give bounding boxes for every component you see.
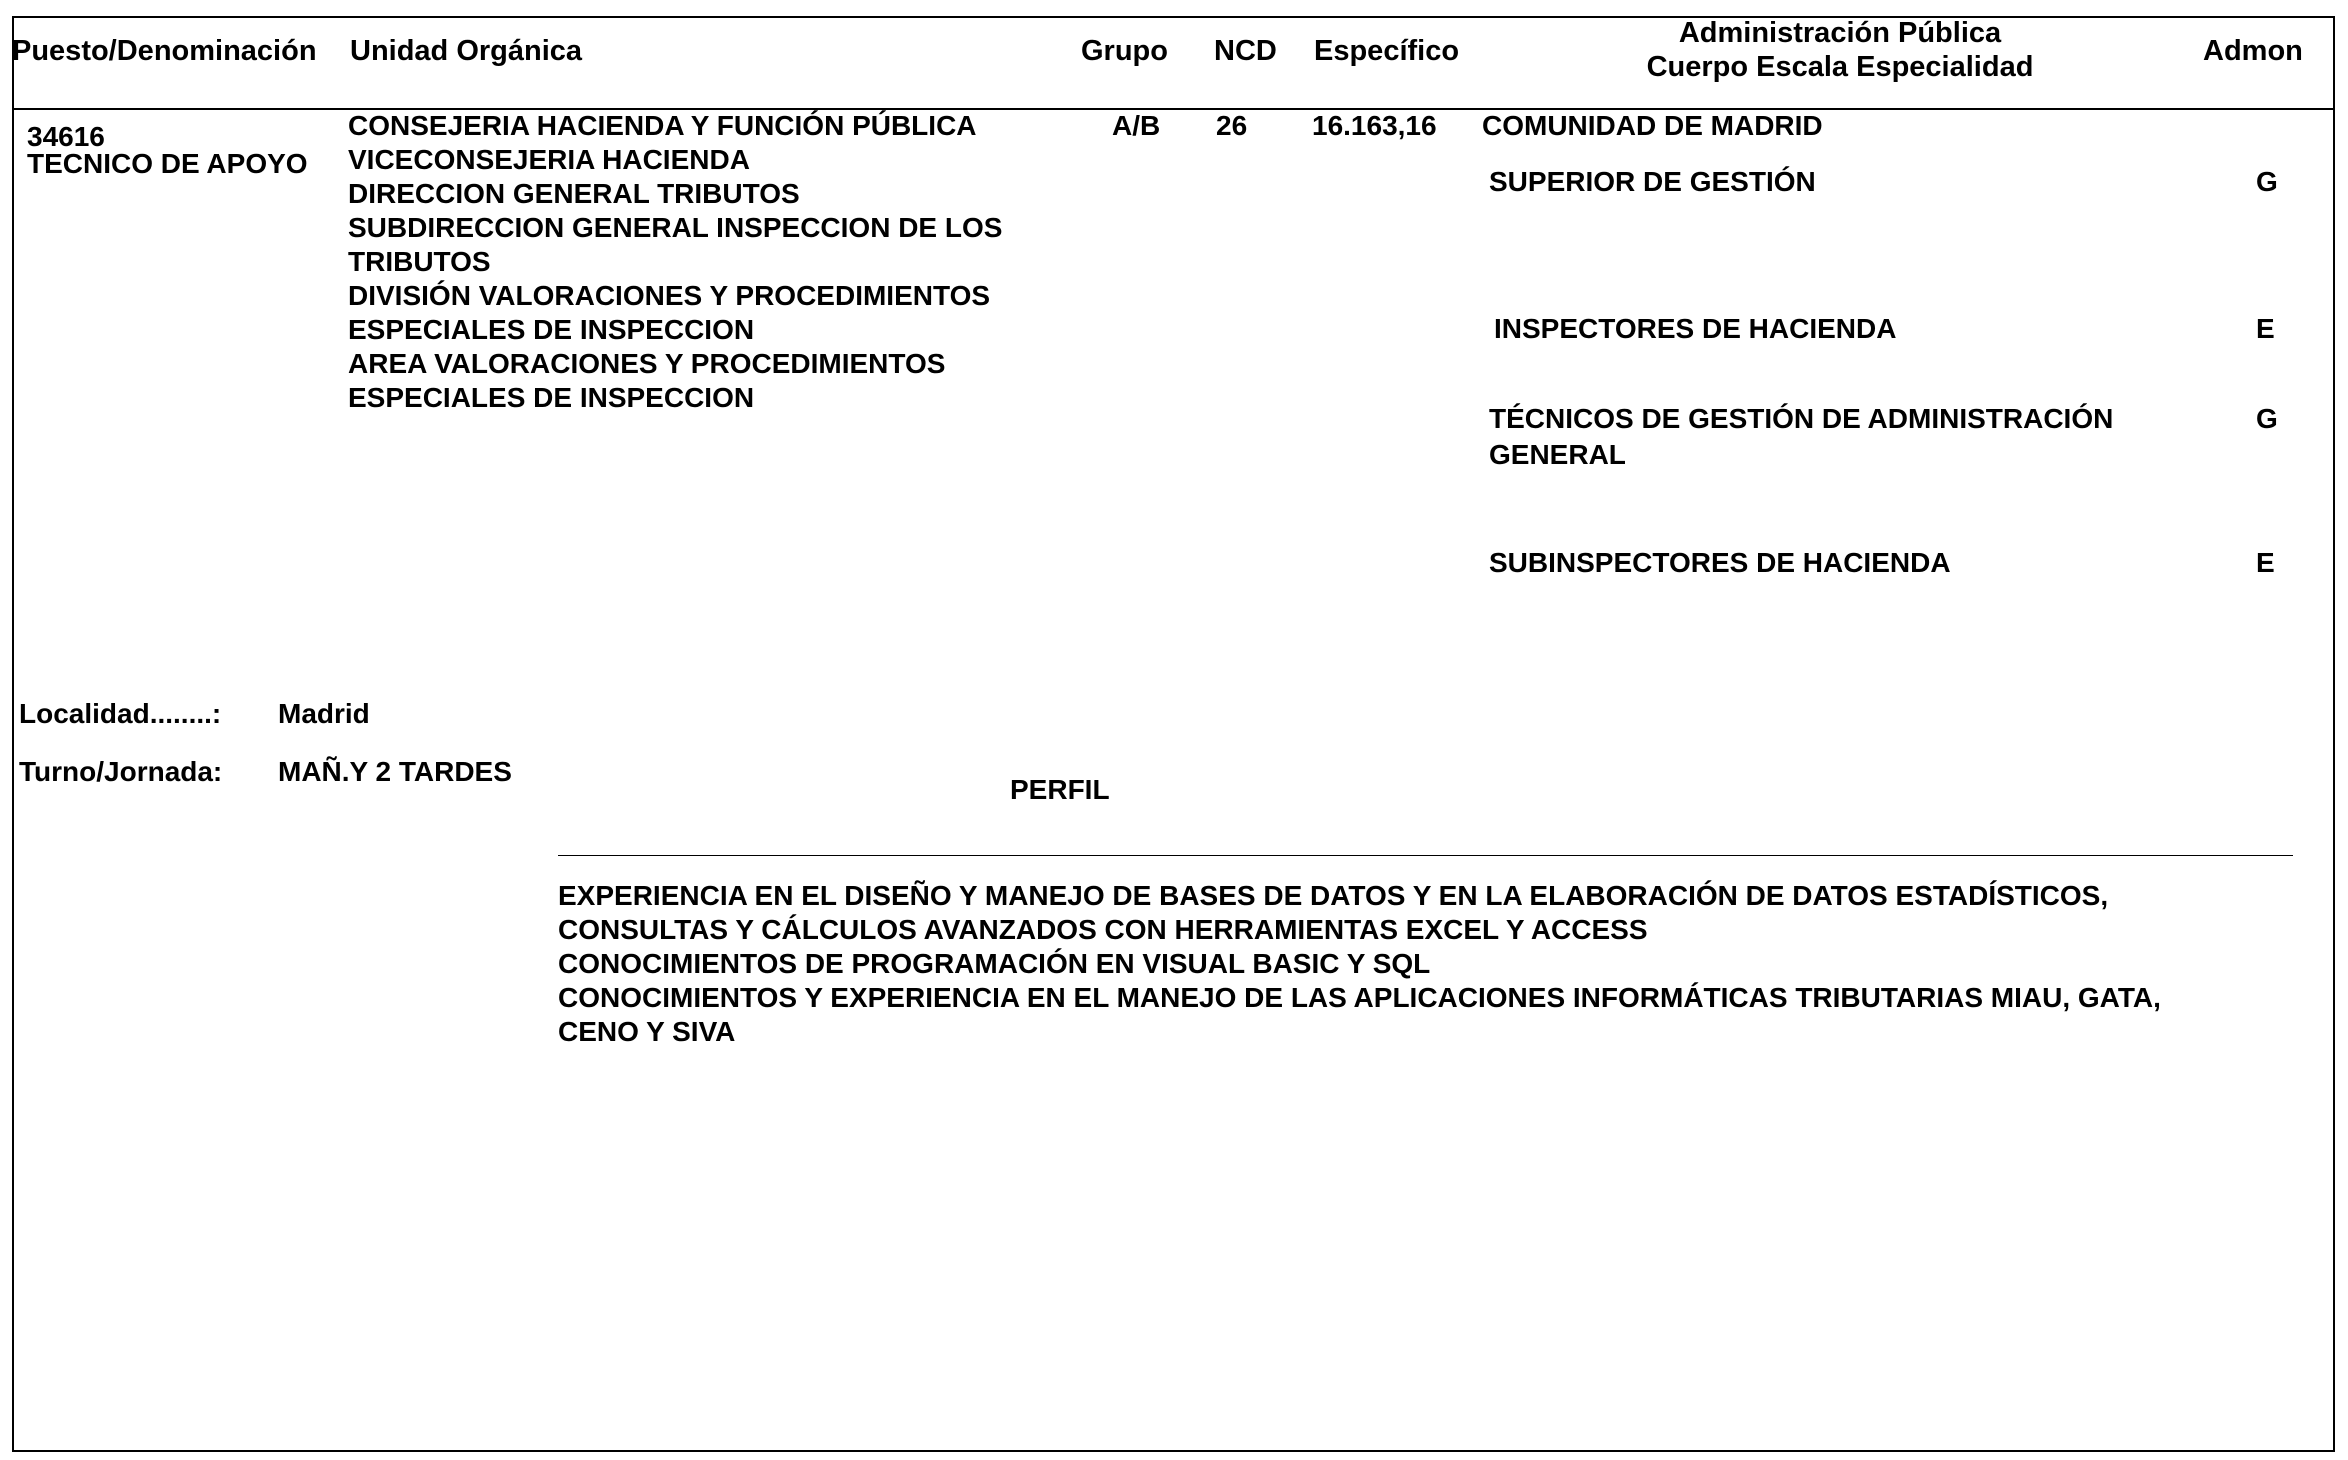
unidad-organica [348, 109, 1002, 415]
administracion-value: COMUNIDAD DE MADRID [1482, 110, 1823, 141]
unidad-line: CONSEJERIA HACIENDA Y FUNCIÓN PÚBLICA [348, 110, 977, 141]
turno-value: MAÑ.Y 2 TARDES [278, 756, 512, 787]
localidad-value: Madrid [278, 698, 370, 729]
unidad-line: VICECONSEJERIA HACIENDA [348, 144, 750, 175]
header-puesto: Puesto/Denominación [12, 35, 317, 67]
unidad-line: ESPECIALES DE INSPECCION [348, 382, 755, 413]
puesto-code: 34616 [27, 121, 105, 152]
unidad-line: SUBDIRECCION GENERAL INSPECCION DE LOS [348, 212, 1003, 243]
unidad-line: DIRECCION GENERAL TRIBUTOS [348, 178, 800, 209]
turno-label: Turno/Jornada: [19, 756, 223, 787]
header-administracion: Administración Pública [1678, 17, 2002, 49]
perfil-line: CONOCIMIENTOS DE PROGRAMACIÓN EN VISUAL BASIC Y SQL [558, 948, 1431, 979]
unidad-line: ESPECIALES DE INSPECCION [348, 314, 755, 345]
perfil-line: EXPERIENCIA EN EL DISEÑO Y MANEJO DE BASES DE DATOS Y EN LA ELABORACIÓN DE DATOS ESTADÍSTICOS, [558, 880, 2109, 911]
cuerpo-admon: E [2256, 313, 2275, 344]
header-cuerpo-escala: Cuerpo Escala Especialidad [1646, 51, 2034, 83]
perfil-line: CONOCIMIENTOS Y EXPERIENCIA EN EL MANEJO DE LAS APLICACIONES INFORMÁTICAS TRIBUTARIAS MIAU, GATA, [558, 982, 2161, 1013]
perfil-line: CENO Y SIVA [558, 1016, 736, 1047]
puesto-denominacion: TECNICO DE APOYO [27, 148, 308, 179]
cuerpo-admon: G [2256, 166, 2278, 197]
header-admon: Admon [2203, 35, 2303, 67]
perfil-description [558, 879, 2161, 1049]
cuerpo-name: TÉCNICOS DE GESTIÓN DE ADMINISTRACIÓN [1489, 403, 2114, 434]
ncd-value: 26 [1216, 110, 1248, 141]
cuerpo-admon: E [2256, 547, 2275, 578]
especifico-value: 16.163,16 [1312, 110, 1437, 141]
unidad-line: DIVISIÓN VALORACIONES Y PROCEDIMIENTOS [348, 280, 991, 311]
cuerpo-name: INSPECTORES DE HACIENDA [1494, 313, 1897, 344]
cuerpo-name-continued: GENERAL [1489, 439, 1626, 470]
unidad-line: AREA VALORACIONES Y PROCEDIMIENTOS [348, 348, 946, 379]
header-unidad: Unidad Orgánica [350, 35, 583, 67]
perfil-line: CONSULTAS Y CÁLCULOS AVANZADOS CON HERRAMIENTAS EXCEL Y ACCESS [558, 914, 1648, 945]
cuerpo-name: SUPERIOR DE GESTIÓN [1489, 166, 1816, 197]
perfil-divider [558, 855, 2293, 856]
header-ncd: NCD [1214, 35, 1277, 67]
localidad-label: Localidad........: [19, 698, 222, 729]
header-grupo: Grupo [1081, 35, 1168, 67]
perfil-title: PERFIL [1010, 774, 1110, 805]
grupo-value: A/B [1112, 110, 1161, 141]
header-especifico: Específico [1314, 35, 1460, 67]
unidad-line: TRIBUTOS [348, 246, 491, 277]
cuerpo-admon: G [2256, 403, 2278, 434]
cuerpo-name: SUBINSPECTORES DE HACIENDA [1489, 547, 1951, 578]
